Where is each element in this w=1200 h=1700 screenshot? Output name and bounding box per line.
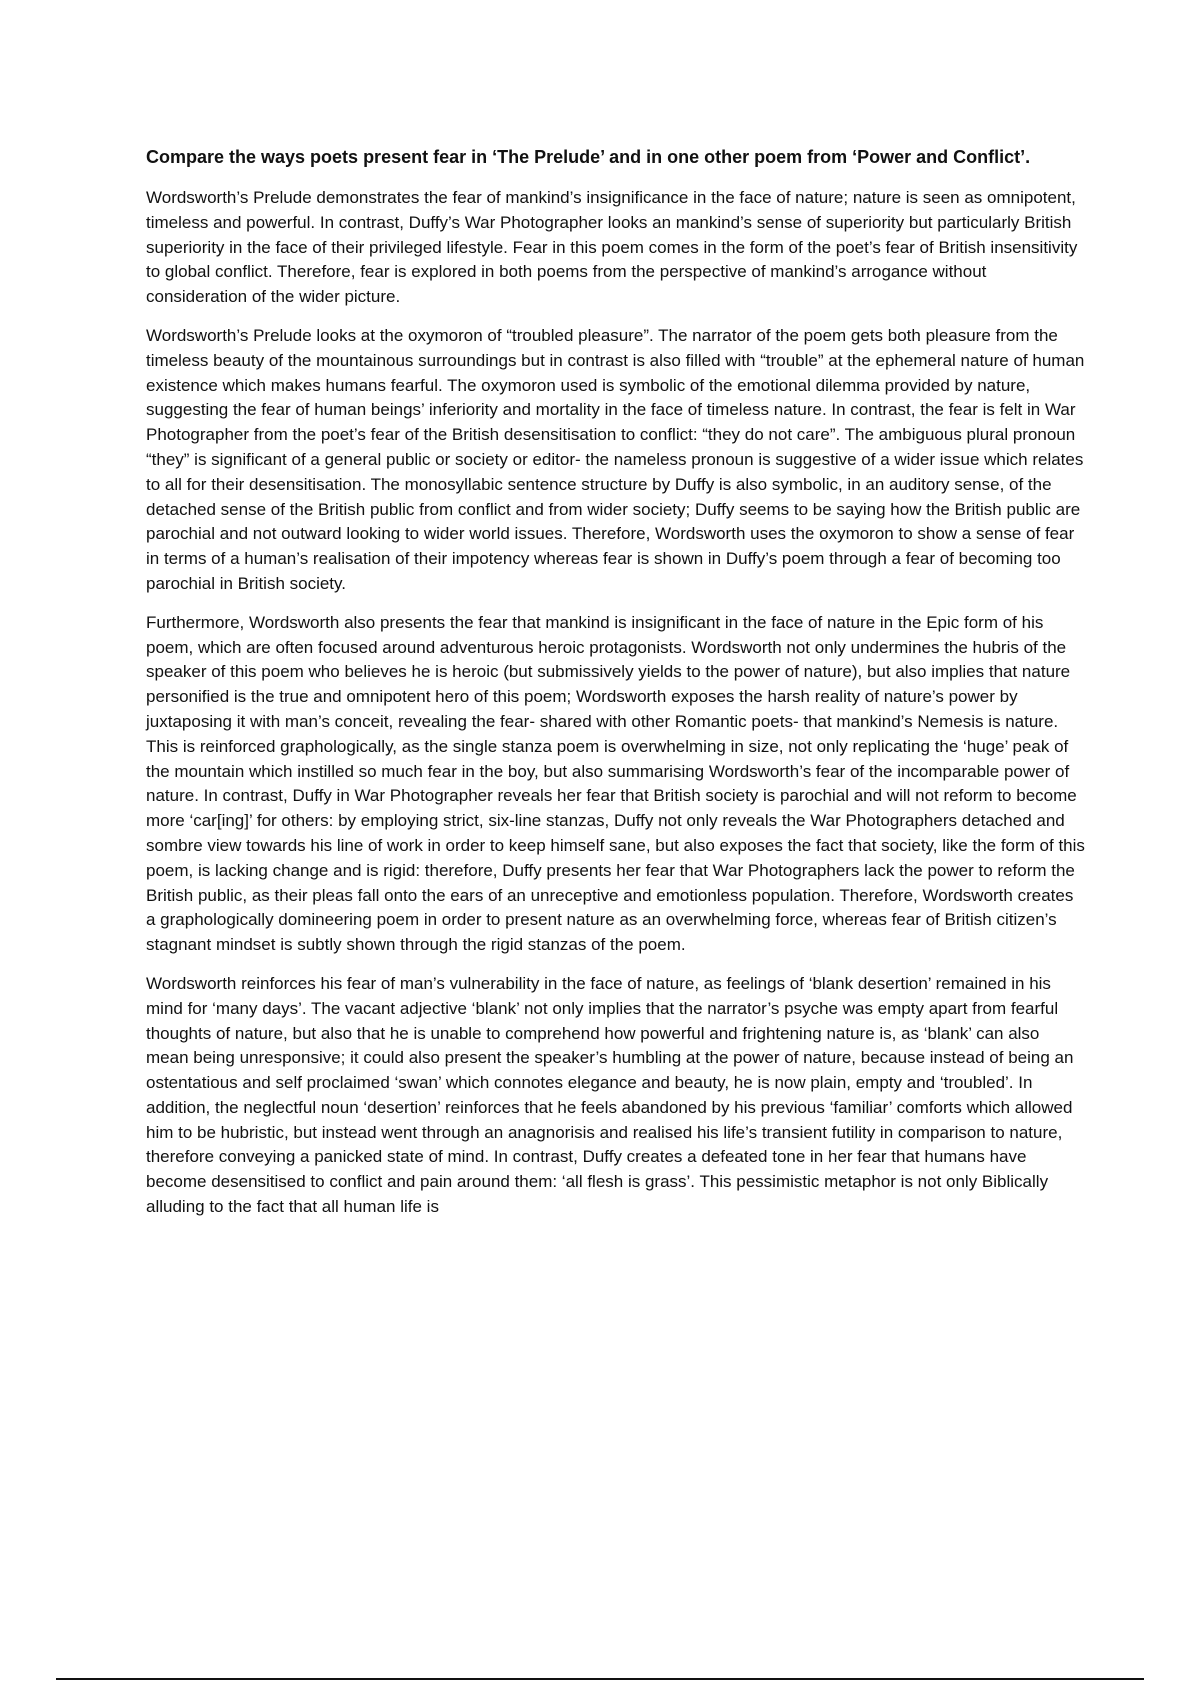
- page-bottom-rule: [56, 1678, 1144, 1680]
- essay-question-heading: Compare the ways poets present fear in ‘The Prelude’ and in one other poem from ‘Power and Conflict’.: [146, 147, 1031, 167]
- document-body: [146, 145, 1086, 1234]
- paragraph-epic-form: Furthermore, Wordsworth also presents the fear that mankind is insignificant in the face of nature in the Epic form of his poem, which are often focused around adventurous heroic protagonists. Wordsworth not only undermines the hubris of the speaker of this poem who believes he is heroic (but submissively yields to the power of nature), but also implies that nature personified is the true and omnipotent hero of this poem; Wordsworth exposes the harsh reality of nature’s power by juxtaposing it with man’s conceit, revealing the fear- shared with other Romantic poets- that mankind’s Nemesis is nature. This is reinforced graphologically, as the single stanza poem is overwhelming in size, not only replicating the ‘huge’ peak of the mountain which instilled so much fear in the boy, but also summarising Wordsworth’s fear of the incomparable power of nature. In contrast, Duffy in War Photographer reveals her fear that British society is parochial and will not reform to become more ‘car[ing]’ for others: by employing strict, six-line stanzas, Duffy not only reveals the War Photographers detached and sombre view towards his line of work in order to keep himself sane, but also exposes the fact that society, like the form of this poem, is lacking change and is rigid: therefore, Duffy presents her fear that War Photographers lack the power to reform the British public, as their pleas fall onto the ears of an unreceptive and emotionless population. Therefore, Wordsworth creates a graphologically domineering poem in order to present nature as an overwhelming force, whereas fear of British citizen’s stagnant mindset is subtly shown through the rigid stanzas of the poem.: [146, 612, 1085, 955]
- paragraph-oxymoron: Wordsworth’s Prelude looks at the oxymoron of “troubled pleasure”. The narrator of the poem gets both pleasure from the timeless beauty of the mountainous surroundings but in contrast is also filled with “trouble” at the ephemeral nature of human existence which makes humans fearful. The oxymoron used is symbolic of the emotional dilemma provided by nature, suggesting the fear of human beings’ inferiority and mortality in the face of timeless nature. In contrast, the fear is felt in War Photographer from the poet’s fear of the British desensitisation to conflict: “they do not care”. The ambiguous plural pronoun “they” is significant of a general public or society or editor- the nameless pronoun is suggestive of a wider issue which relates to all for their desensitisation. The monosyllabic sentence structure by Duffy is also symbolic, in an auditory sense, of the detached sense of the British public from conflict and from wider society; Duffy seems to be saying how the British public are parochial and not outward looking to wider world issues. Therefore, Wordsworth uses the oxymoron to show a sense of fear in terms of a human’s realisation of their impotency whereas fear is shown in Duffy’s poem through a fear of becoming too parochial in British society.: [146, 325, 1085, 593]
- paragraph-blank-desertion: Wordsworth reinforces his fear of man’s vulnerability in the face of nature, as feelings of ‘blank desertion’ remained in his mind for ‘many days’. The vacant adjective ‘blank’ not only implies that the narrator’s psyche was empty apart from fearful thoughts of nature, but also that he is unable to comprehend how powerful and frightening nature is, as ‘blank’ can also mean being unresponsive; it could also present the speaker’s humbling at the power of nature, because instead of being an ostentatious and self proclaimed ‘swan’ which connotes elegance and beauty, he is now plain, empty and ‘troubled’. In addition, the neglectful noun ‘desertion’ reinforces that he feels abandoned by his previous ‘familiar’ comforts which allowed him to be hubristic, but instead went through an anagnorisis and realised his life’s transient futility in comparison to nature, therefore conveying a panicked state of mind. In contrast, Duffy creates a defeated tone in her fear that humans have become desensitised to conflict and pain around them: ‘all flesh is grass’. This pessimistic metaphor is not only Biblically alluding to the fact that all human life is: [146, 973, 1074, 1217]
- paragraph-introduction: Wordsworth’s Prelude demonstrates the fear of mankind’s insignificance in the face of nature; nature is seen as omnipotent, timeless and powerful. In contrast, Duffy’s War Photographer looks an mankind’s sense of superiority but particularly British superiority in the face of their privileged lifestyle. Fear in this poem comes in the form of the poet’s fear of British insensitivity to global conflict. Therefore, fear is explored in both poems from the perspective of mankind’s arrogance without consideration of the wider picture.: [146, 188, 1078, 307]
